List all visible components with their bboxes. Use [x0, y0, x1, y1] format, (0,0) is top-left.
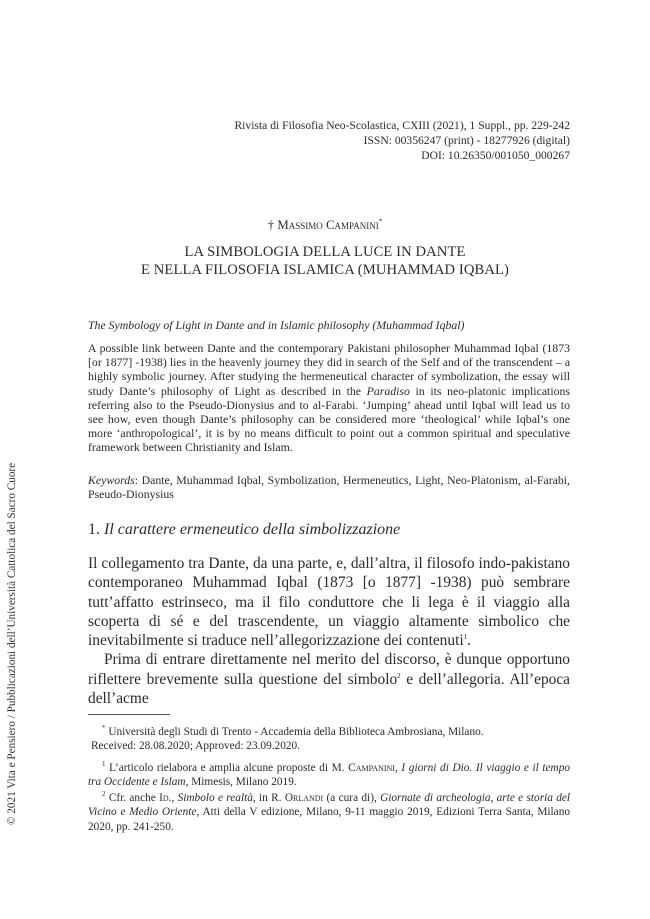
author-prefix: † — [267, 218, 278, 232]
keywords-text: : Dante, Muhammad Iqbal, Symbolization, Hermeneutics, Light, Neo-Platonism, al-Farabi, Pseudo-Dionysius — [88, 473, 570, 502]
paragraph-1-text: Il collegamento tra Dante, da una parte, e, dall’altra, il filosofo indo-pakistano contemporaneo Muhammad Iqbal (1873 [o 1877] -1938) può sembrare tutt’affatto estrinseco, ma il filo conduttore che li lega è il viaggio alla scoperta di sé e del trascendente, un viaggio altamente simbolico che inevitabilmente si traduce nell’allegorizzazione dei contenuti — [88, 555, 570, 650]
footnote-2-comma: , — [171, 792, 178, 805]
abstract-text-b: in its neo-platonic implications referring also to the Pseudo-Dionysius and to al-Farabi. ‘Jumping’ ahead until Iqbal will lead us to see how, even though Dante’s philosophy can be considered more ‘theological’ while Iqbal’s one more ‘anthropological’, it is by no means difficult to point out a common spiritual and speculative framework between Christianity and Islam. — [88, 383, 571, 455]
author-footnote-mark: * — [378, 217, 383, 226]
copyright-side-note: © 2021 Vita e Pensiero / Pubblicazioni dell’Università Cattolica del Sacro Cuore — [6, 462, 18, 825]
title-line-2: E NELLA FILOSOFIA ISLAMICA (MUHAMMAD IQBAL) — [141, 262, 509, 278]
body-text — [88, 554, 570, 708]
paragraph-2-text-b: e dell’allegoria. All’epoca dell’acme — [88, 670, 570, 708]
section-heading — [88, 521, 400, 539]
footnote-1-author: Campanini — [348, 761, 395, 774]
footnote-star-text: Università degli Studi di Trento - Accademia della Biblioteca Ambrosiana, Milano. — [105, 726, 484, 738]
journal-header — [200, 118, 570, 163]
footnote-2-title-2: Giornate di archeologia, arte e storia del Vicino e Medio Oriente — [88, 792, 571, 819]
footnote-2-id: Id. — [159, 792, 172, 805]
footnote-1-mark: 1 — [102, 759, 106, 768]
keywords-label: Keywords — [88, 473, 135, 487]
paragraph-2-text-a: Prima di entrare direttamente nel merito del discorso, è dunque opportuno riflettere brevemente sulla questione del simbolo — [88, 651, 570, 688]
issn-line: ISSN: 00356247 (print) - 18277926 (digital) — [363, 134, 570, 147]
footnote-1-text-c: , Mimesis, Milano 2019. — [185, 775, 297, 788]
footnote-2 — [88, 791, 570, 834]
footnote-2-mark: 2 — [102, 790, 106, 799]
paragraph-1 — [88, 554, 570, 650]
paragraph-1-end: . — [467, 632, 471, 650]
doi-line: DOI: 10.26350/001050_000267 — [421, 149, 570, 162]
footnote-ref-1[interactable]: 1 — [463, 633, 468, 642]
journal-citation: Rivista di Filosofia Neo-Scolastica, CXIII (2021), 1 Suppl., pp. 229-242 — [234, 119, 570, 132]
footnote-1-text-a: L’articolo rielabora e amplia alcune proposte di M. — [105, 761, 349, 774]
footnote-affiliation — [88, 725, 570, 754]
footnote-ref-2[interactable]: 2 — [397, 671, 401, 680]
section-title: Il carattere ermeneutico della simbolizzazione — [104, 521, 401, 538]
footnote-divider — [88, 714, 170, 715]
abstract-italic: Paradiso — [366, 383, 410, 398]
section-number: 1. — [88, 521, 104, 538]
footnote-1-book-title: I giorni di Dio. Il viaggio e il tempo tra Occidente e Islam — [88, 761, 571, 788]
footnote-received: Received: 28.08.2020; Approved: 23.09.2020. — [91, 740, 300, 753]
footnote-2-text-d: (a cura di), — [323, 792, 381, 805]
footnote-2-text-a: Cfr. anche — [105, 792, 160, 805]
abstract-text-a: A possible link between Dante and the contemporary Pakistani philosopher Muhammad Iqbal (1873 [or 1877] -1938) lies in the heavenly journey they did in search of the Self and of the transcendent – a highly symbolic journey. After studying the hermeneutical character of symbolization, the essay will study Dante’s philosophy of Light as described in the — [88, 341, 570, 398]
title-line-1: LA SIMBOLOGIA DELLA LUCE IN DANTE — [184, 244, 466, 260]
keywords — [88, 473, 570, 501]
paragraph-2 — [88, 650, 570, 708]
article-title — [0, 243, 650, 279]
footnote-1-comma: , — [394, 761, 402, 774]
footnote-2-editor: Orlandi — [284, 792, 324, 805]
footnote-star-mark: * — [102, 724, 106, 733]
footnote-2-text-e: , Atti della V edizione, Milano, 9-11 maggio 2019, Edizioni Terra Santa, Milano 2020, pp. 241-250. — [88, 806, 570, 833]
author-line — [0, 218, 650, 233]
author-name: Massimo Campanini — [277, 218, 379, 232]
abstract-title: The Symbology of Light in Dante and in Islamic philosophy (Muhammad Iqbal) — [88, 318, 465, 332]
footnote-2-text-c: , in R. — [252, 792, 285, 805]
footnote-1 — [88, 761, 570, 790]
abstract — [88, 341, 570, 455]
footnote-2-title-1: Simbolo e realtà — [177, 792, 253, 805]
footnotes — [88, 725, 570, 836]
